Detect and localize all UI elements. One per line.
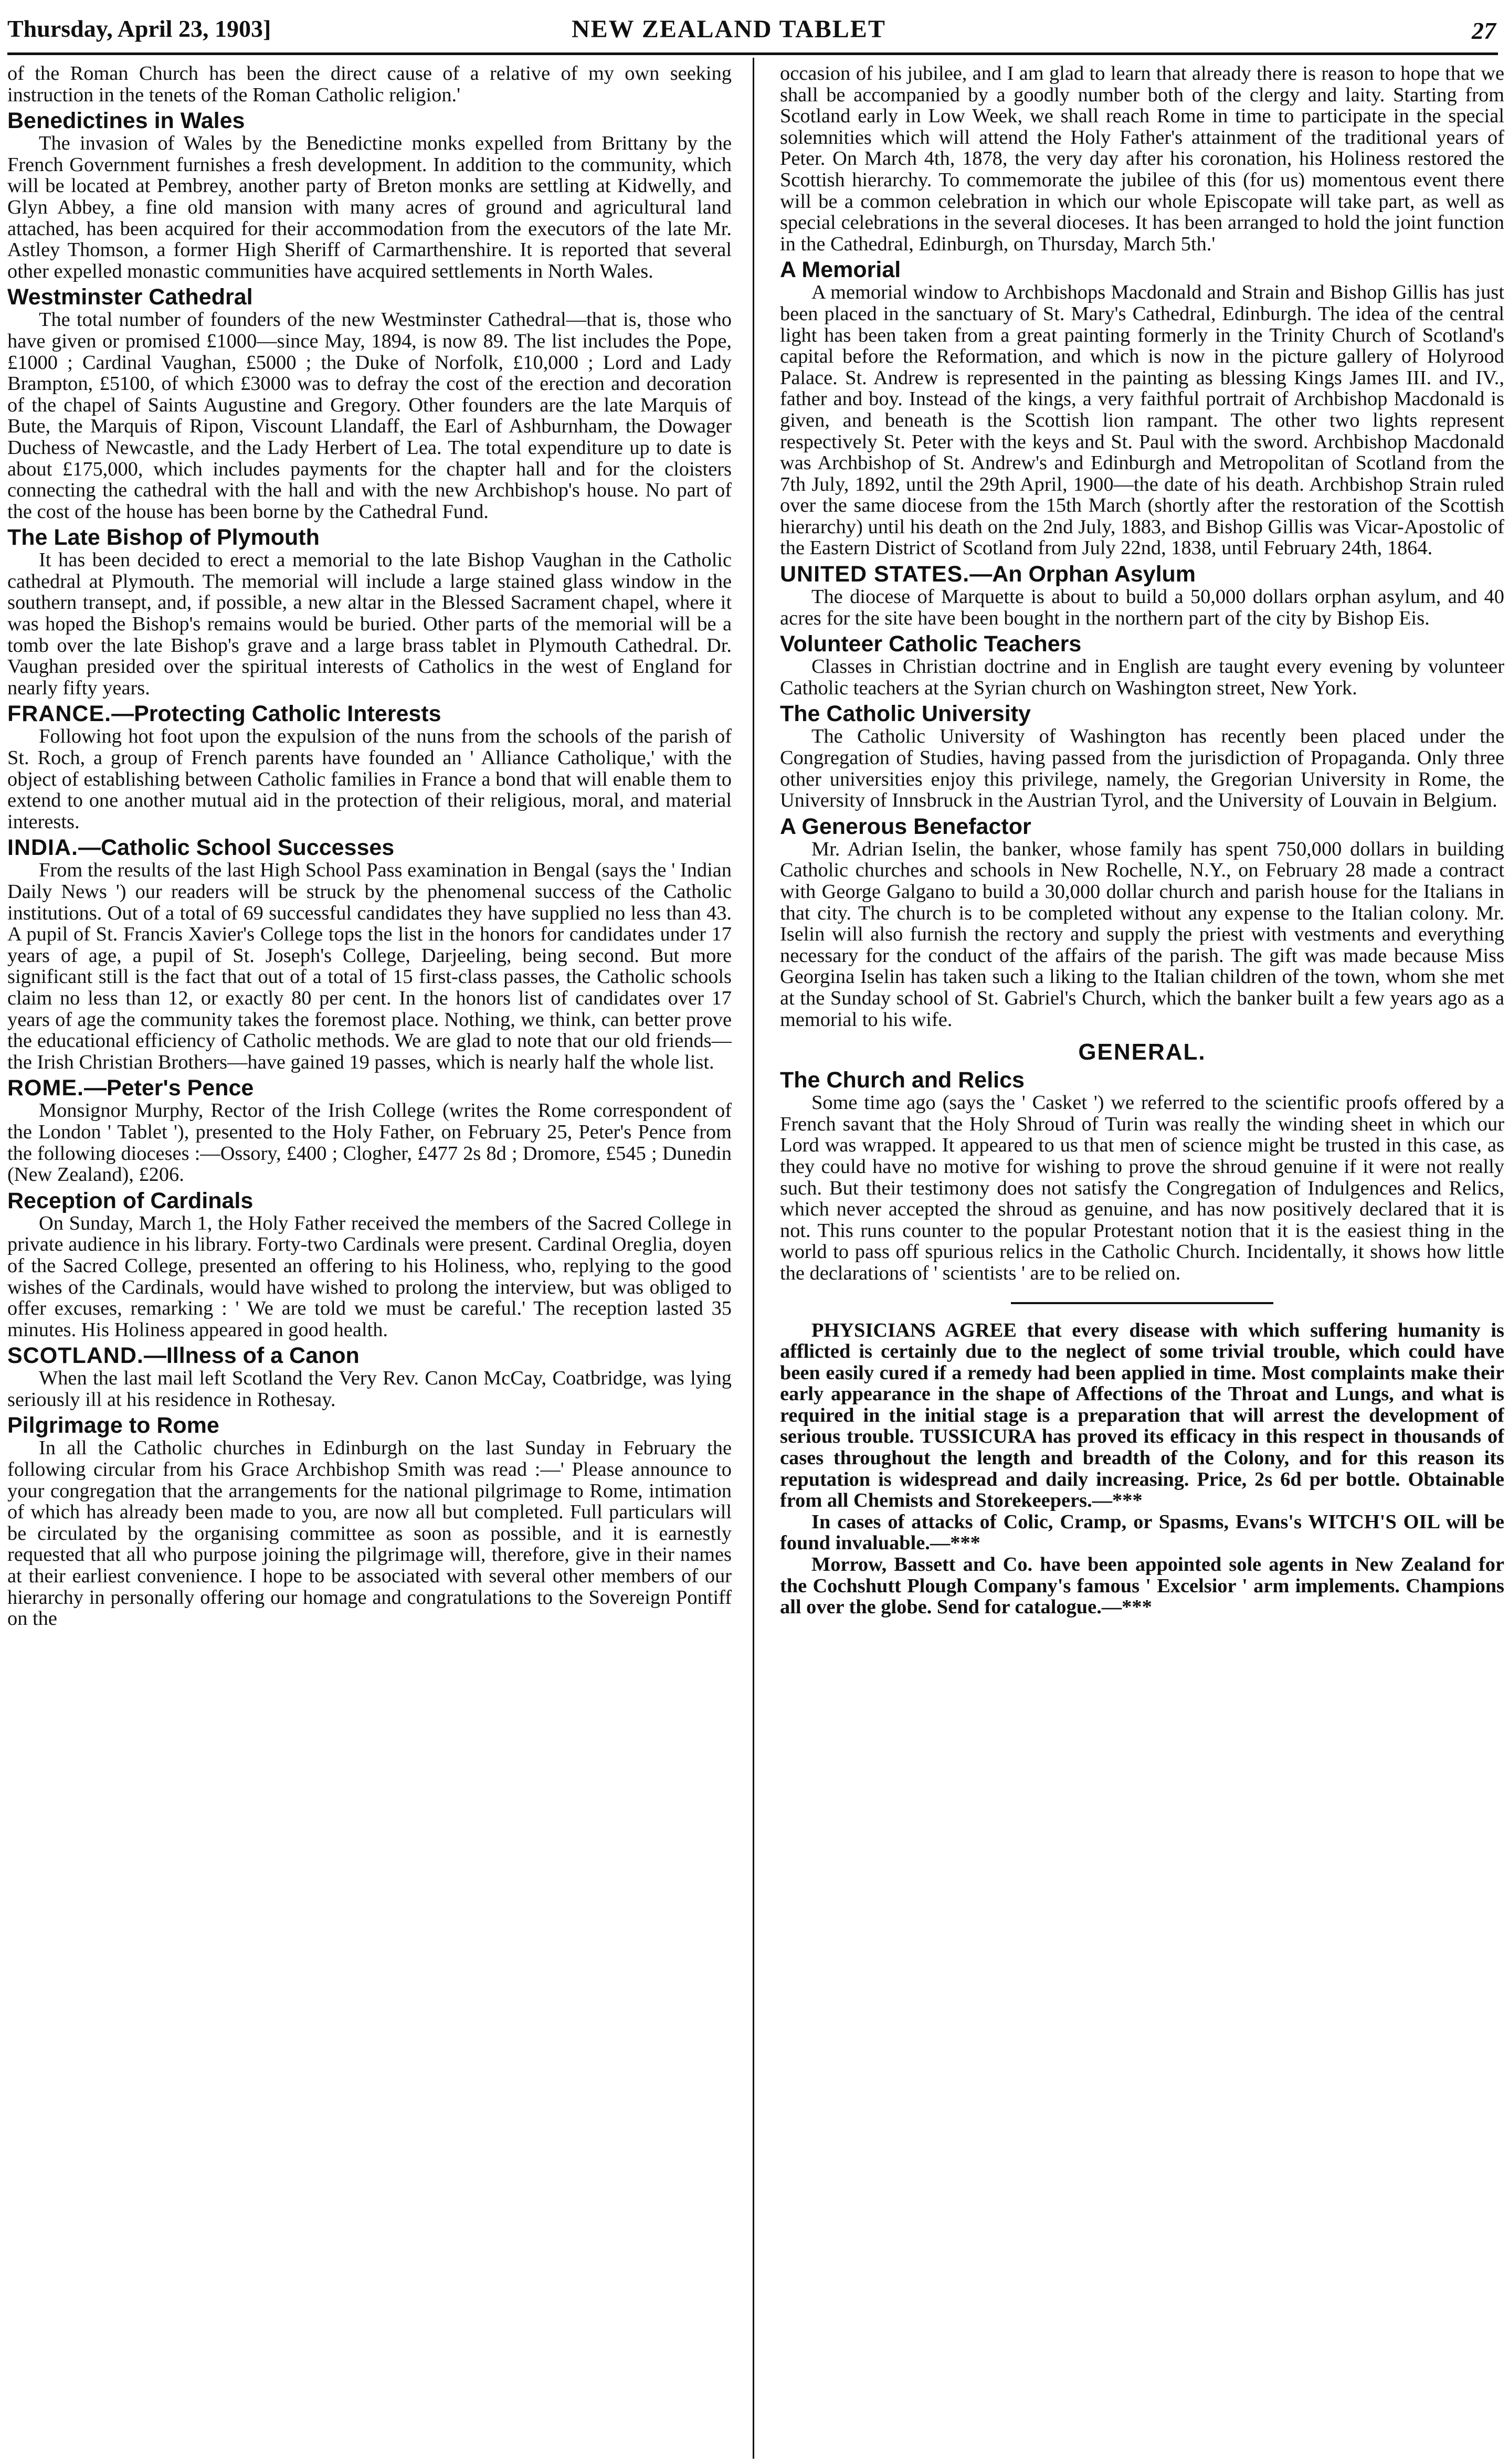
- advertisements: [780, 1320, 1504, 1618]
- heading-text: The Catholic University: [780, 701, 1031, 727]
- heading-text: Benedictines in Wales: [7, 108, 245, 134]
- article-heading: [780, 1068, 1504, 1092]
- article-paragraph: Monsignor Murphy, Rector of the Irish College (writes the Rome correspondent of the London ' Tablet '), presented to the Holy Father, on February 25, Peter's Pence from the following dioceses :—Ossory, £400 ; Clogher, £477 2s 8d ; Dromore, £545 ; Dunedin (New Zealand), £206.: [7, 1099, 732, 1186]
- article-heading: [7, 1344, 732, 1368]
- article-paragraph: When the last mail left Scotland the Very Rev. Canon McCay, Coatbridge, was lying seriously ill at his residence in Rothesay.: [7, 1367, 732, 1411]
- country-heading: UNITED STATES.: [780, 562, 970, 587]
- article-paragraph: The diocese of Marquette is about to build a 50,000 dollars orphan asylum, and 40 acres for the site have been bought in the northern part of the city by Bishop Eis.: [780, 586, 1504, 629]
- heading-text: —Protecting Catholic Interests: [111, 701, 441, 727]
- article-heading: [7, 702, 732, 726]
- masthead: [7, 12, 1498, 55]
- heading-text: The Late Bishop of Plymouth: [7, 525, 320, 551]
- article-paragraph: The Catholic University of Washington has recently been placed under the Congregation of Studies, having passed from the jurisdiction of Propaganda. Only three other universities enjoy this privilege, namely, the Gregorian University in Rome, the University of Innsbruck in the Austrian Tyrol, and the University of Louvain in Belgium.: [780, 725, 1504, 812]
- page-number: 27: [1472, 17, 1496, 44]
- article-heading: [7, 836, 732, 860]
- advertisement-paragraph: PHYSICIANS AGREE that every disease with which suffering humanity is afflicted is certainly due to the neglect of some trivial trouble, which could have been easily cured if a remedy had been applied in time. Most complaints make their early appearance in the shape of Affections of the Throat and Lungs, and what is required in the initial stage is a preparation that will arrest the development of serious trouble. TUSSICURA has proved its efficacy in this respect in thousands of cases throughout the length and breadth of the Colony, and for this reason its reputation is widespread and daily increasing. Price, 2s 6d per bottle. Obtainable from all Chemists and Storekeepers.—***: [780, 1319, 1504, 1512]
- article-heading: [780, 815, 1504, 839]
- heading-text: —Catholic School Successes: [78, 835, 395, 861]
- article-paragraph: From the results of the last High School Pass examination in Bengal (says the ' Indian Daily News ') our readers will be struck by the phenomenal success of the Catholic institutions. Out of a total of 69 successful candidates they have supplied no less than 43. A pupil of St. Francis Xavier's College tops the list in the honors for candidates under 17 years of age, a pupil of St. Joseph's College, Darjeeling, being second. But more significant still is the fact that out of a total of 15 first-class passes, the Catholic schools claim no less than 12, or exactly 80 per cent. In the honors list of candidates over 17 years of age the community takes the foremost place. Nothing, we think, can better prove the educational efficiency of Catholic methods. We are glad to note that our old friends—the Irish Christian Brothers—have gained 19 passes, which is nearly half the whole list.: [7, 859, 732, 1073]
- heading-text: Pilgrimage to Rome: [7, 1413, 219, 1439]
- country-heading: INDIA.: [7, 835, 78, 861]
- issue-date: Thursday, April 23, 1903]: [7, 15, 271, 42]
- column-divider: [753, 58, 754, 2459]
- newspaper-title: NEW ZEALAND TABLET: [572, 15, 886, 43]
- article-heading: [7, 109, 732, 133]
- heading-text: Reception of Cardinals: [7, 1188, 254, 1213]
- section-heading: GENERAL.: [1078, 1039, 1206, 1065]
- advertisement-divider: [1011, 1302, 1273, 1304]
- article-paragraph: Following hot foot upon the expulsion of the nuns from the schools of the parish of St. Roch, a group of French parents have founded an ' Alliance Catholique,' with the object of establishing between Catholic families in France a bond that will enable them to extend to one another mutual aid in the protection of their religious, moral, and material interests.: [7, 725, 732, 833]
- advertisement-paragraph: Morrow, Bassett and Co. have been appointed sole agents in New Zealand for the Cochshutt Plough Company's famous ' Excelsior ' arm implements. Champions all over the globe. Send for catalogue.—***: [780, 1553, 1504, 1619]
- article-heading: [780, 562, 1504, 586]
- article-paragraph: of the Roman Church has been the direct cause of a relative of my own seeking instruction in the tenets of the Roman Catholic religion.': [7, 63, 732, 106]
- right-column: [780, 63, 1504, 2456]
- article-paragraph: Mr. Adrian Iselin, the banker, whose family has spent 750,000 dollars in building Catholic churches and schools in New Rochelle, N.Y., on February 28 made a contract with George Galgano to build a 30,000 dollar church and parish house for the Italians in that city. The church is to be completed without any expense to the Italian colony. Mr. Iselin will also furnish the rectory and supply the priest with vestments and everything necessary for the conduct of the affairs of the parish. The gift was made because Miss Georgina Iselin has taken such a liking to the Italian children of the town, whom she met at the Sunday school of St. Gabriel's Church, which the banker built a few years ago as a memorial to his wife.: [780, 838, 1504, 1031]
- heading-text: —Peter's Pence: [83, 1075, 254, 1101]
- article-paragraph: The total number of founders of the new Westminster Cathedral—that is, those who have given or promised £1000—since May, 1894, is now 89. The list includes the Pope, £1000 ; Cardinal Vaughan, £5000 ; the Duke of Norfolk, £10,000 ; Lord and Lady Brampton, £5100, of which £3000 was to defray the cost of the erection and decoration of the chapel of Saints Augustine and Gregory. Other founders are the late Marquis of Bute, the Marquis of Ripon, Viscount Llandaff, the Earl of Ashburnham, the Dowager Duchess of Newcastle, and the Lady Herbert of Lea. The total expenditure up to date is about £175,000, which includes payments for the chapter hall and for the cloisters connecting the cathedral with the hall and with the new Archbishop's house. No part of the cost of the house has been borne by the Cathedral Fund.: [7, 309, 732, 523]
- heading-text: —An Orphan Asylum: [969, 562, 1196, 587]
- heading-text: —Illness of a Canon: [143, 1343, 360, 1369]
- article-paragraph: A memorial window to Archbishops Macdonald and Strain and Bishop Gillis has just been placed in the sanctuary of St. Mary's Cathedral, Edinburgh. The idea of the central light has been taken from a great painting formerly in the Trinity Church of Scotland's capital before the Reformation, and which is now in the picture gallery of Holyrood Palace. St. Andrew is represented in the painting as blessing Kings James III. and IV., father and boy. Instead of the kings, a very faithful portrait of Archbishop Macdonald is given, and beneath is the Scottish lion rampant. The other two lights represent respectively St. Peter with the keys and St. Paul with the sword. Archbishop Macdonald was Archbishop of St. Andrew's and Edinburgh and Metropolitan of Scotland from the 7th July, 1892, until the 29th April, 1900—the date of his death. Archbishop Strain ruled over the same diocese from the 15th March (shortly after the restoration of the Scottish hierarchy) until his death on the 2nd July, 1883, and Bishop Gillis was Vicar-Apostolic of the Eastern District of Scotland from July 22nd, 1838, until February 24th, 1864.: [780, 281, 1504, 559]
- article-heading: [7, 285, 732, 309]
- country-heading: ROME.: [7, 1075, 84, 1101]
- article-paragraph: On Sunday, March 1, the Holy Father received the members of the Sacred College in private audience in his library. Forty-two Cardinals were present. Cardinal Oreglia, doyen of the Sacred College, presented an offering to his Holiness, who, replying to the good wishes of the Cardinals, would have wished to prolong the interview, but was obliged to offer excuses, remarking : ' We are told we must be careful.' The reception lasted 35 minutes. His Holiness appeared in good health.: [7, 1212, 732, 1341]
- article-heading: [7, 1413, 732, 1437]
- article-heading: [780, 702, 1504, 726]
- left-column: [7, 63, 732, 2456]
- heading-text: The Church and Relics: [780, 1067, 1025, 1093]
- article-heading: [7, 525, 732, 549]
- article-paragraph: occasion of his jubilee, and I am glad to learn that already there is reason to hope that we shall be accompanied by a goodly number both of the clergy and laity. Starting from Scotland early in Low Week, we shall reach Rome in time to participate in the special solemnities which will attend the Holy Father's attainment of the traditional years of Peter. On March 4th, 1878, the very day after his coronation, his Holiness restored the Scottish hierarchy. To commemorate the jubilee of this (for us) momentous event there will be a common celebration in which our whole Episcopate will take part, as well as special celebrations in the several dioceses. It has been arranged to hold the joint function in the Cathedral, Edinburgh, on Thursday, March 5th.': [780, 63, 1504, 255]
- heading-text: A Generous Benefactor: [780, 813, 1031, 839]
- heading-text: A Memorial: [780, 257, 901, 283]
- article-paragraph: Some time ago (says the ' Casket ') we referred to the scientific proofs offered by a French savant that the Holy Shroud of Turin was really the winding sheet in which our Lord was wrapped. It appeared to us that men of science might be trusted in this case, as they could have no motive for wishing to prove the shroud genuine if it were not really such. But their testimony does not satisfy the Congregation of Indulgences and Relics, which never accepted the shroud as genuine, and has now positively declared that it is not. This runs counter to the popular Protestant notion that it is the easiest thing in the world to pass off spurious relics in the Catholic Church. Incidentally, it shows how little the declarations of ' scientists ' are to be relied on.: [780, 1092, 1504, 1284]
- right-column-articles: [780, 63, 1504, 1284]
- advertisement-paragraph: In cases of attacks of Colic, Cramp, or Spasms, Evans's WITCH'S OIL will be found invaluable.—***: [780, 1510, 1504, 1554]
- article-heading: [7, 1076, 732, 1100]
- heading-text: Westminster Cathedral: [7, 284, 253, 310]
- article-paragraph: It has been decided to erect a memorial to the late Bishop Vaughan in the Catholic cathedral at Plymouth. The memorial will include a large stained glass window in the southern transept, and, if possible, a new altar in the Blessed Sacrament chapel, where it was hoped the Bishop's remains would be buried. Other parts of the memorial will be a tomb over the late Bishop's grave and a large brass tablet in Plymouth Cathedral. Dr. Vaughan presided over the spiritual interests of Catholics in the west of England for nearly fifty years.: [7, 549, 732, 699]
- article-paragraph: Classes in Christian doctrine and in English are taught every evening by volunteer Catholic teachers at the Syrian church on Washington street, New York.: [780, 655, 1504, 699]
- article-paragraph: In all the Catholic churches in Edinburgh on the last Sunday in February the following circular from his Grace Archbishop Smith was read :—' Please announce to your congregation that the arrangements for the national pilgrimage to Rome, intimation of which has already been made to you, are now all but completed. Full particulars will be circulated by the organising committee as soon as possible, and it is earnestly requested that all who purpose joining the pilgrimage will, therefore, give in their names at their earliest convenience. I hope to be associated with several other members of our hierarchy in personally offering our homage and congratulations to the Sovereign Pontiff on the: [7, 1437, 732, 1630]
- heading-text: Volunteer Catholic Teachers: [780, 631, 1082, 657]
- article-heading: [7, 1189, 732, 1213]
- article-heading: [780, 258, 1504, 282]
- article-paragraph: The invasion of Wales by the Benedictine monks expelled from Brittany by the French Government furnishes a fresh development. In addition to the community, which will be located at Pembrey, another party of Breton monks are settling at Kidwelly, and Glyn Abbey, a fine old mansion with many acres of ground and agricultural land attached, has been acquired for their accommodation from the executors of the late Mr. Astley Thomson, a former High Sheriff of Carmarthenshire. It is reported that several other expelled monastic communities have acquired settlements in North Wales.: [7, 132, 732, 282]
- article-heading: [780, 632, 1504, 656]
- country-heading: FRANCE.: [7, 701, 112, 727]
- country-heading: SCOTLAND.: [7, 1343, 144, 1369]
